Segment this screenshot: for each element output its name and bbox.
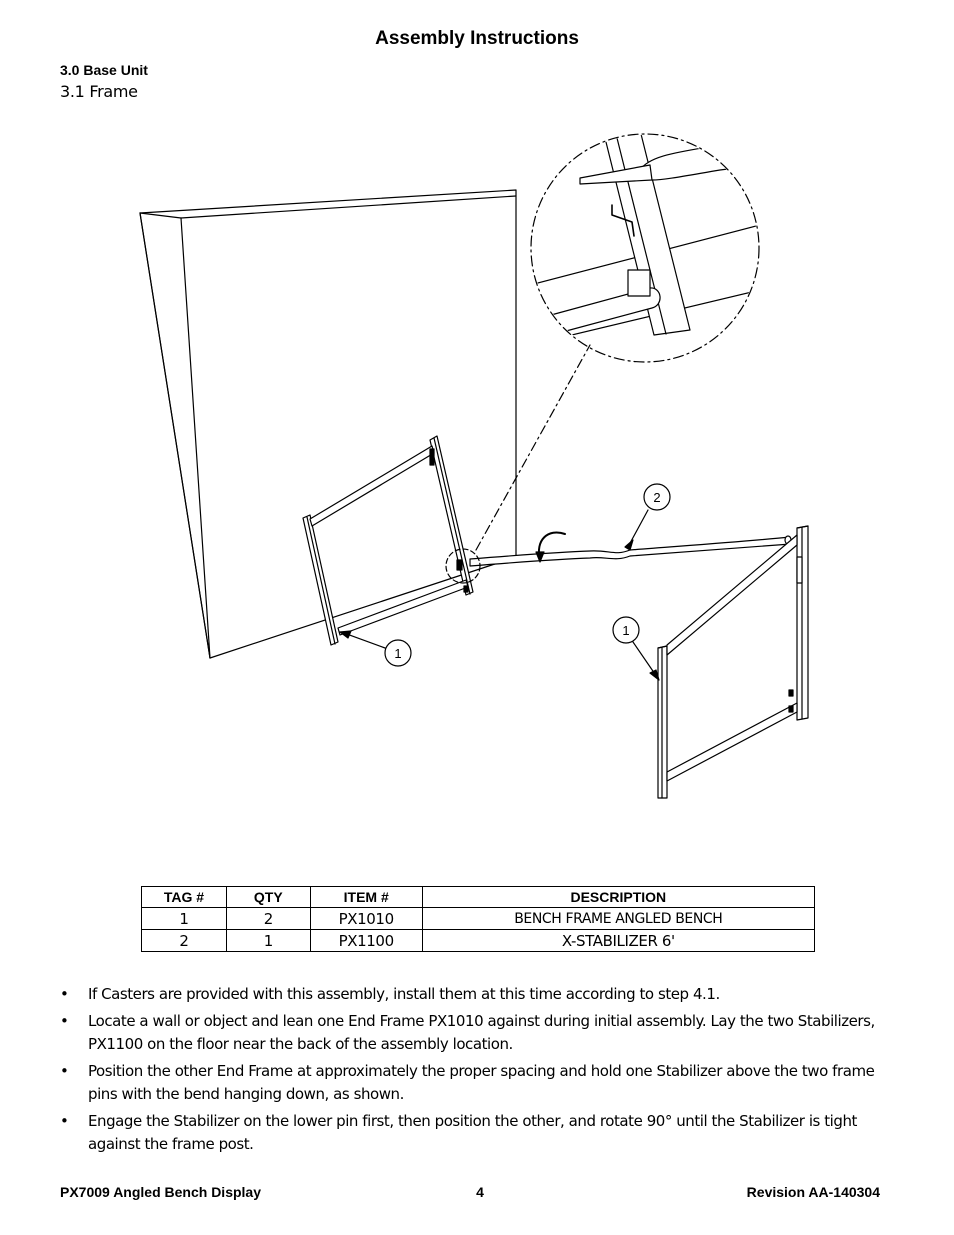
cell-tag: 2 [142,930,227,952]
bullet-icon: • [60,1012,69,1030]
instruction-text: Position the other End Frame at approximately the proper spacing and hold one Stabilizer above the two frame pins with the bend hanging down, as shown. [88,1062,875,1103]
footer-revision: Revision AA-140304 [746,1184,880,1200]
stabilizer-tube [470,536,791,566]
cell-qty: 1 [226,930,310,952]
bullet-icon: • [60,1062,69,1080]
page-title: Assembly Instructions [375,28,579,49]
bullet-icon: • [60,985,69,1003]
bullet-icon: • [60,1112,69,1130]
callout-tag-2 [625,484,670,550]
instruction-text: Engage the Stabilizer on the lower pin first, then position the other, and rotate 90° until the Stabilizer is tight against the frame post. [88,1112,857,1153]
instruction-text: Locate a wall or object and lean one End Frame PX1010 against during initial assembly. Lay the two Stabilizers, PX1100 on the floor near the back of the assembly location. [88,1012,875,1053]
callout-number-2: 2 [653,490,661,505]
subsection-heading: 3.1 Frame [60,82,138,101]
cell-tag: 1 [142,908,227,930]
list-item [60,1010,900,1056]
parts-table [141,886,815,952]
header-qty: QTY [226,887,310,908]
cell-description: X-STABILIZER 6' [422,930,814,952]
cell-qty: 2 [226,908,310,930]
table-row [142,930,815,952]
footer-page-number: 4 [476,1184,484,1200]
parts-table-header [142,887,815,908]
right-end-frame [658,526,808,798]
header-tag: TAG # [142,887,227,908]
header-description: DESCRIPTION [422,887,814,908]
section-heading: 3.0 Base Unit [60,62,148,78]
callout-number-1b: 1 [394,646,402,661]
list-item [60,1060,900,1106]
callout-tag-1-left [340,631,411,666]
instruction-text: If Casters are provided with this assembly, install them at this time according to step 4.1. [88,985,720,1003]
instruction-list [60,983,900,1160]
table-row [142,908,815,930]
list-item [60,983,900,1006]
cell-item: PX1010 [310,908,422,930]
cell-description: BENCH FRAME ANGLED BENCH [422,908,814,930]
list-item [60,1110,900,1156]
detail-view [530,130,760,345]
callout-tag-1-right [613,617,659,680]
callout-number-1a: 1 [622,623,630,638]
header-item: ITEM # [310,887,422,908]
cell-item: PX1100 [310,930,422,952]
footer-document-name: PX7009 Angled Bench Display [60,1184,261,1200]
